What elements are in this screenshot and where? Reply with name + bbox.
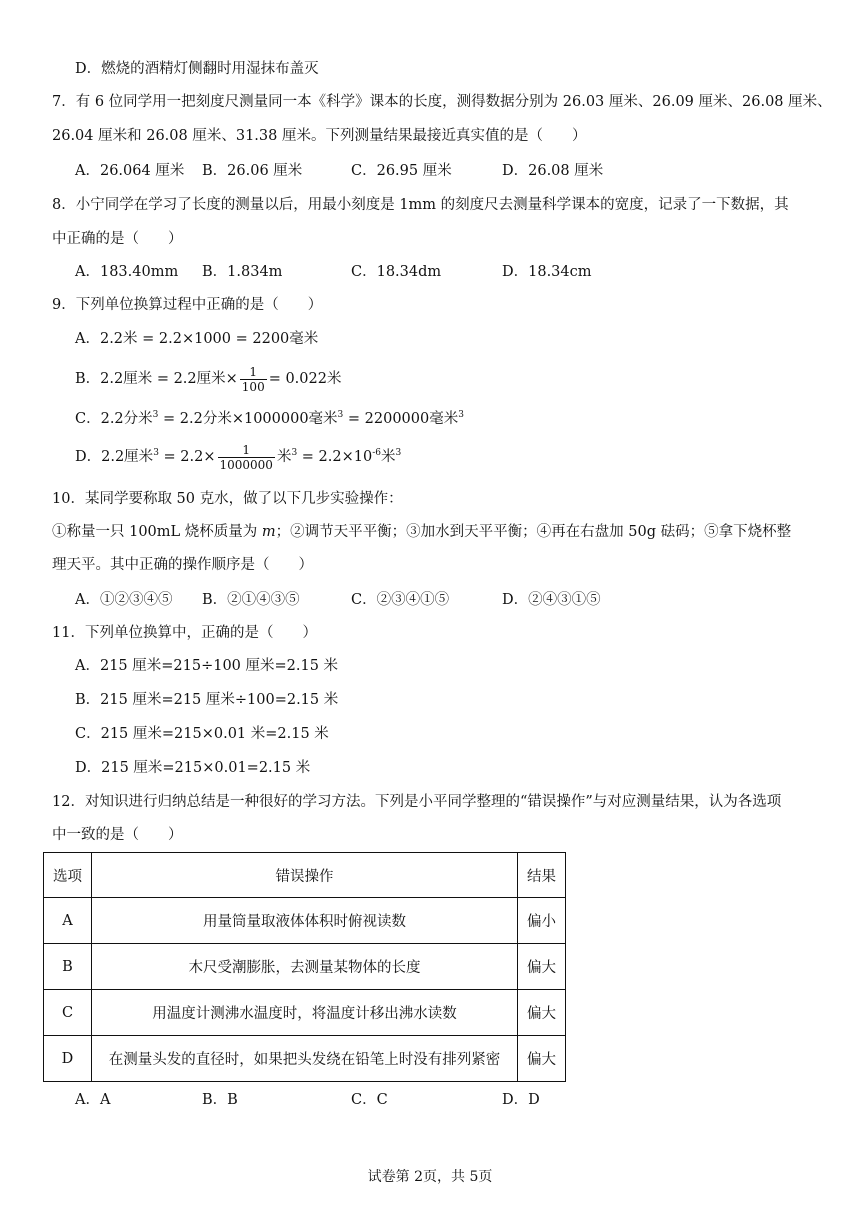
fraction-numerator: 1 bbox=[240, 365, 267, 380]
q9-option-d-part5: 米 bbox=[381, 449, 396, 465]
table-cell: A bbox=[44, 898, 92, 944]
exponent: 3 bbox=[395, 448, 402, 458]
q9-option-d-part4: = 2.2×10 bbox=[297, 449, 373, 465]
q9-option-b-result: = 0.022米 bbox=[268, 371, 342, 387]
q12-option-d: D．D bbox=[502, 1092, 540, 1108]
fraction-denominator: 1000000 bbox=[219, 457, 273, 472]
table-cell: 用量筒量取液体体积时俯视读数 bbox=[92, 898, 518, 944]
exponent: 3 bbox=[152, 410, 159, 420]
q9-option-c-part2: = 2.2分米×1000000毫米 bbox=[158, 411, 338, 427]
table-row bbox=[44, 1036, 566, 1082]
q8-stem-line1: 8．小宁同学在学习了长度的测量以后，用最小刻度是 1mm 的刻度尺去测量科学课本的宽度，记录了一下数据，其 bbox=[52, 197, 789, 213]
q10-option-d: D．②④③①⑤ bbox=[502, 592, 601, 608]
table-header-cell: 选项 bbox=[44, 853, 92, 898]
page-footer: 试卷第 2页，共 5页 bbox=[367, 1169, 493, 1185]
q6-option-d: D．燃烧的酒精灯侧翻时用湿抹布盖灭 bbox=[75, 61, 319, 77]
q8-option-d: D．18.34cm bbox=[502, 264, 592, 280]
q11-option-a: A．215 厘米=215÷100 厘米=2.15 米 bbox=[75, 658, 339, 674]
q11-option-b: B．215 厘米=215 厘米÷100=2.15 米 bbox=[75, 692, 339, 708]
q12-option-b: B．B bbox=[202, 1092, 238, 1108]
q10-stem-line2-post: ；②调节天平平衡；③加水到天平平衡；④再在右盘加 50g 砝码；⑤拿下烧杯整 bbox=[275, 524, 792, 540]
q9-option-c bbox=[75, 409, 464, 429]
q9-option-d-part3: 米 bbox=[276, 449, 292, 465]
q10-option-b: B．②①④③⑤ bbox=[202, 592, 300, 608]
table-cell: 偏大 bbox=[518, 944, 566, 990]
exponent: 3 bbox=[458, 410, 464, 420]
q7-stem-line1: 7．有 6 位同学用一把刻度尺测量同一本《科学》课本的长度，测得数据分别为 26.03 厘米、26.09 厘米、26.08 厘米、 bbox=[52, 94, 832, 110]
table-cell: 偏大 bbox=[518, 990, 566, 1036]
fraction-denominator: 100 bbox=[241, 379, 265, 394]
q7-option-b: B．26.06 厘米 bbox=[202, 163, 303, 179]
table-cell: 木尺受潮膨胀，去测量某物体的长度 bbox=[92, 944, 518, 990]
q10-option-c: C．②③④①⑤ bbox=[351, 592, 450, 608]
q9-option-b-fraction bbox=[240, 365, 267, 394]
q9-stem: 9．下列单位换算过程中正确的是（ ） bbox=[52, 297, 323, 313]
q10-stem-line3: 理天平。其中正确的操作顺序是（ ） bbox=[52, 557, 313, 573]
q12-stem-line1: 12．对知识进行归纳总结是一种很好的学习方法。下列是小平同学整理的“错误操作”与对应测量结果，认为各选项 bbox=[52, 794, 782, 810]
q10-stem-line2 bbox=[52, 522, 791, 542]
q9-option-c-part3: = 2200000毫米 bbox=[343, 411, 459, 427]
q10-stem-line1: 10．某同学要称取 50 克水，做了以下几步实验操作： bbox=[52, 491, 403, 507]
q8-option-b: B．1.834m bbox=[202, 264, 283, 280]
exponent: 3 bbox=[153, 448, 159, 458]
table-cell: B bbox=[44, 944, 92, 990]
fraction-numerator: 1 bbox=[218, 443, 275, 458]
q7-option-d: D．26.08 厘米 bbox=[502, 163, 604, 179]
q9-option-a: A．2.2米 = 2.2×1000 = 2200毫米 bbox=[75, 331, 319, 347]
q9-option-b-text: B．2.2厘米 = 2.2厘米× bbox=[75, 371, 238, 387]
table-row bbox=[44, 990, 566, 1036]
q11-stem: 11．下列单位换算中，正确的是（ ） bbox=[52, 625, 317, 641]
q12-table bbox=[43, 852, 566, 1082]
q8-option-a: A．183.40mm bbox=[75, 264, 179, 280]
q8-stem-line2: 中正确的是（ ） bbox=[52, 231, 183, 247]
q7-option-c: C．26.95 厘米 bbox=[351, 163, 452, 179]
q11-option-d: D．215 厘米=215×0.01=2.15 米 bbox=[75, 760, 311, 776]
q12-option-c: C．C bbox=[351, 1092, 388, 1108]
table-header-row bbox=[44, 853, 566, 898]
q7-stem-line2: 26.04 厘米和 26.08 厘米、31.38 厘米。下列测量结果最接近真实值的是（ ） bbox=[52, 128, 587, 144]
q10-variable-m: m bbox=[261, 524, 276, 540]
q12-option-a: A．A bbox=[75, 1092, 111, 1108]
table-cell: C bbox=[44, 990, 92, 1036]
q9-option-d-part1: D．2.2厘米 bbox=[75, 449, 154, 465]
table-row bbox=[44, 898, 566, 944]
table-cell: 在测量头发的直径时，如果把头发绕在铅笔上时没有排列紧密 bbox=[92, 1036, 518, 1082]
q7-option-a: A．26.064 厘米 bbox=[75, 163, 185, 179]
table-row bbox=[44, 944, 566, 990]
q12-stem-line2: 中一致的是（ ） bbox=[52, 827, 183, 843]
table-header-cell: 错误操作 bbox=[92, 853, 518, 898]
table-cell: D bbox=[44, 1036, 92, 1082]
q9-option-b bbox=[75, 364, 341, 394]
q9-option-d-part2: = 2.2× bbox=[158, 449, 216, 465]
table-cell: 偏小 bbox=[518, 898, 566, 944]
q9-option-d-fraction bbox=[218, 443, 275, 472]
exponent: 3 bbox=[337, 410, 344, 420]
table-header-cell: 结果 bbox=[518, 853, 566, 898]
q11-option-c: C．215 厘米=215×0.01 米=2.15 米 bbox=[75, 726, 329, 742]
q9-option-d bbox=[75, 442, 401, 472]
table-cell: 用温度计测沸水温度时，将温度计移出沸水读数 bbox=[92, 990, 518, 1036]
exponent: -6 bbox=[372, 448, 381, 458]
exponent: 3 bbox=[291, 448, 298, 458]
q10-stem-line2-pre: ①称量一只 100mL 烧杯质量为 bbox=[52, 524, 262, 540]
q8-option-c: C．18.34dm bbox=[351, 264, 442, 280]
table-cell: 偏大 bbox=[518, 1036, 566, 1082]
q10-option-a: A．①②③④⑤ bbox=[75, 592, 173, 608]
q9-option-c-part1: C．2.2分米 bbox=[75, 411, 153, 427]
